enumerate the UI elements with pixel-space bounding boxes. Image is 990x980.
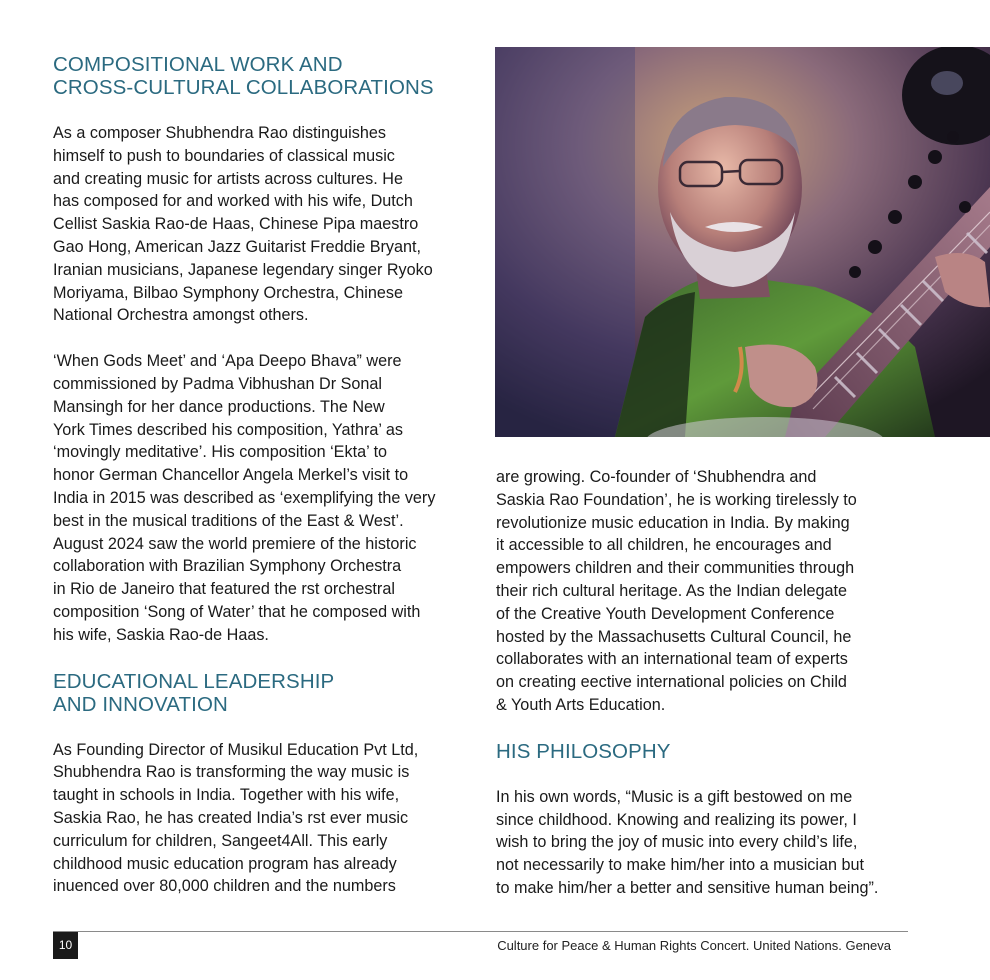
text-line: in Rio de Janeiro that featured the rst orchestral — [53, 580, 395, 599]
text-line: wish to bring the joy of music into every child’s life, — [496, 833, 858, 852]
paragraph-commissions — [53, 350, 463, 646]
heading-line: CROSS-CULTURAL COLLABORATIONS — [53, 76, 434, 99]
text-line: composition ‘Song of Water’ that he composed with — [53, 602, 421, 621]
text-line: are growing. Co-founder of ‘Shubhendra and — [496, 468, 817, 486]
text-line: ‘When Gods Meet’ and ‘Apa Deepo Bhava” were — [53, 352, 402, 371]
paragraph-philosophy — [496, 786, 916, 900]
text-line: hosted by the Massachusetts Cultural Council, he — [496, 627, 852, 646]
text-line: it accessible to all children, he encourages and — [496, 536, 832, 555]
paragraph-foundation — [496, 466, 916, 717]
photo-sitar-player — [495, 47, 990, 437]
text-line: Saskia Rao, he has created India’s rst ever music — [53, 808, 409, 827]
text-line: Mansingh for her dance productions. The New — [53, 397, 385, 416]
right-column — [496, 466, 916, 900]
page-number: 10 — [53, 932, 78, 959]
text-line: inuenced over 80,000 children and the numbers — [53, 877, 396, 896]
text-line: In his own words, “Music is a gift bestowed on me — [496, 787, 853, 806]
text-line: has composed for and worked with his wife, Dutch — [53, 192, 413, 211]
heading-his-philosophy — [496, 740, 916, 763]
left-column — [53, 53, 463, 898]
text-line: not necessarily to make him/her into a musician but — [496, 856, 864, 875]
text-line: & Youth Arts Education. — [496, 695, 666, 714]
heading-line: EDUCATIONAL LEADERSHIP — [53, 669, 335, 693]
text-line: Gao Hong, American Jazz Guitarist Freddie Bryant, — [53, 237, 421, 256]
footer-divider — [53, 931, 908, 932]
footer-title: Culture for Peace & Human Rights Concert. United Nations. Geneva — [497, 938, 891, 953]
text-line: himself to push to boundaries of classical music — [53, 146, 395, 165]
text-line: August 2024 saw the world premiere of the historic — [53, 534, 417, 553]
text-line: their rich cultural heritage. As the Indian delegate — [496, 581, 847, 600]
text-line: collaborates with an international team of experts — [496, 650, 848, 669]
text-line: revolutionize music education in India. By making — [496, 513, 850, 532]
text-line: to make him/her a better and sensitive human being”. — [496, 878, 879, 897]
text-line: commissioned by Padma Vibhushan Dr Sonal — [53, 374, 383, 393]
text-line: Saskia Rao Foundation’, he is working tirelessly to — [496, 490, 857, 509]
text-line: curriculum for children, Sangeet4All. This early — [53, 831, 388, 850]
heading-compositional-work — [53, 53, 463, 99]
heading-line: COMPOSITIONAL WORK AND — [53, 53, 343, 76]
text-line: Cellist Saskia Rao-de Haas, Chinese Pipa maestro — [53, 215, 419, 234]
text-line: Moriyama, Bilbao Symphony Orchestra, Chinese — [53, 283, 403, 302]
text-line: National Orchestra amongst others. — [53, 306, 309, 325]
text-line: ‘movingly meditative’. His composition ‘Ekta’ to — [53, 443, 388, 462]
text-line: Shubhendra Rao is transforming the way music is — [53, 763, 410, 782]
text-line: of the Creative Youth Development Conference — [496, 604, 835, 623]
text-line: best in the musical traditions of the East & West’. — [53, 511, 404, 530]
text-line: York Times described his composition, Yathra’ as — [53, 420, 403, 439]
heading-line: AND INNOVATION — [53, 692, 228, 716]
text-line: taught in schools in India. Together with his wife, — [53, 786, 400, 805]
paragraph-musikul — [53, 739, 463, 899]
text-line: honor German Chancellor Angela Merkel’s visit to — [53, 466, 409, 485]
text-line: on creating eective international policies on Child — [496, 673, 847, 692]
text-line: As Founding Director of Musikul Education Pvt Ltd, — [53, 740, 419, 759]
paragraph-composer — [53, 122, 463, 327]
text-line: childhood music education program has already — [53, 854, 397, 873]
text-line: As a composer Shubhendra Rao distinguishes — [53, 124, 386, 142]
text-line: collaboration with Brazilian Symphony Orchestra — [53, 557, 402, 576]
text-line: India in 2015 was described as ‘exemplifying the very — [53, 488, 436, 507]
text-line: since childhood. Knowing and realizing its power, I — [496, 810, 857, 829]
heading-educational-leadership — [53, 670, 463, 716]
text-line: Iranian musicians, Japanese legendary singer Ryoko — [53, 260, 433, 279]
heading-line: HIS PHILOSOPHY — [496, 739, 671, 763]
text-line: and creating music for artists across cultures. He — [53, 169, 403, 188]
text-line: his wife, Saskia Rao-de Haas. — [53, 625, 269, 644]
text-line: empowers children and their communities through — [496, 559, 855, 578]
